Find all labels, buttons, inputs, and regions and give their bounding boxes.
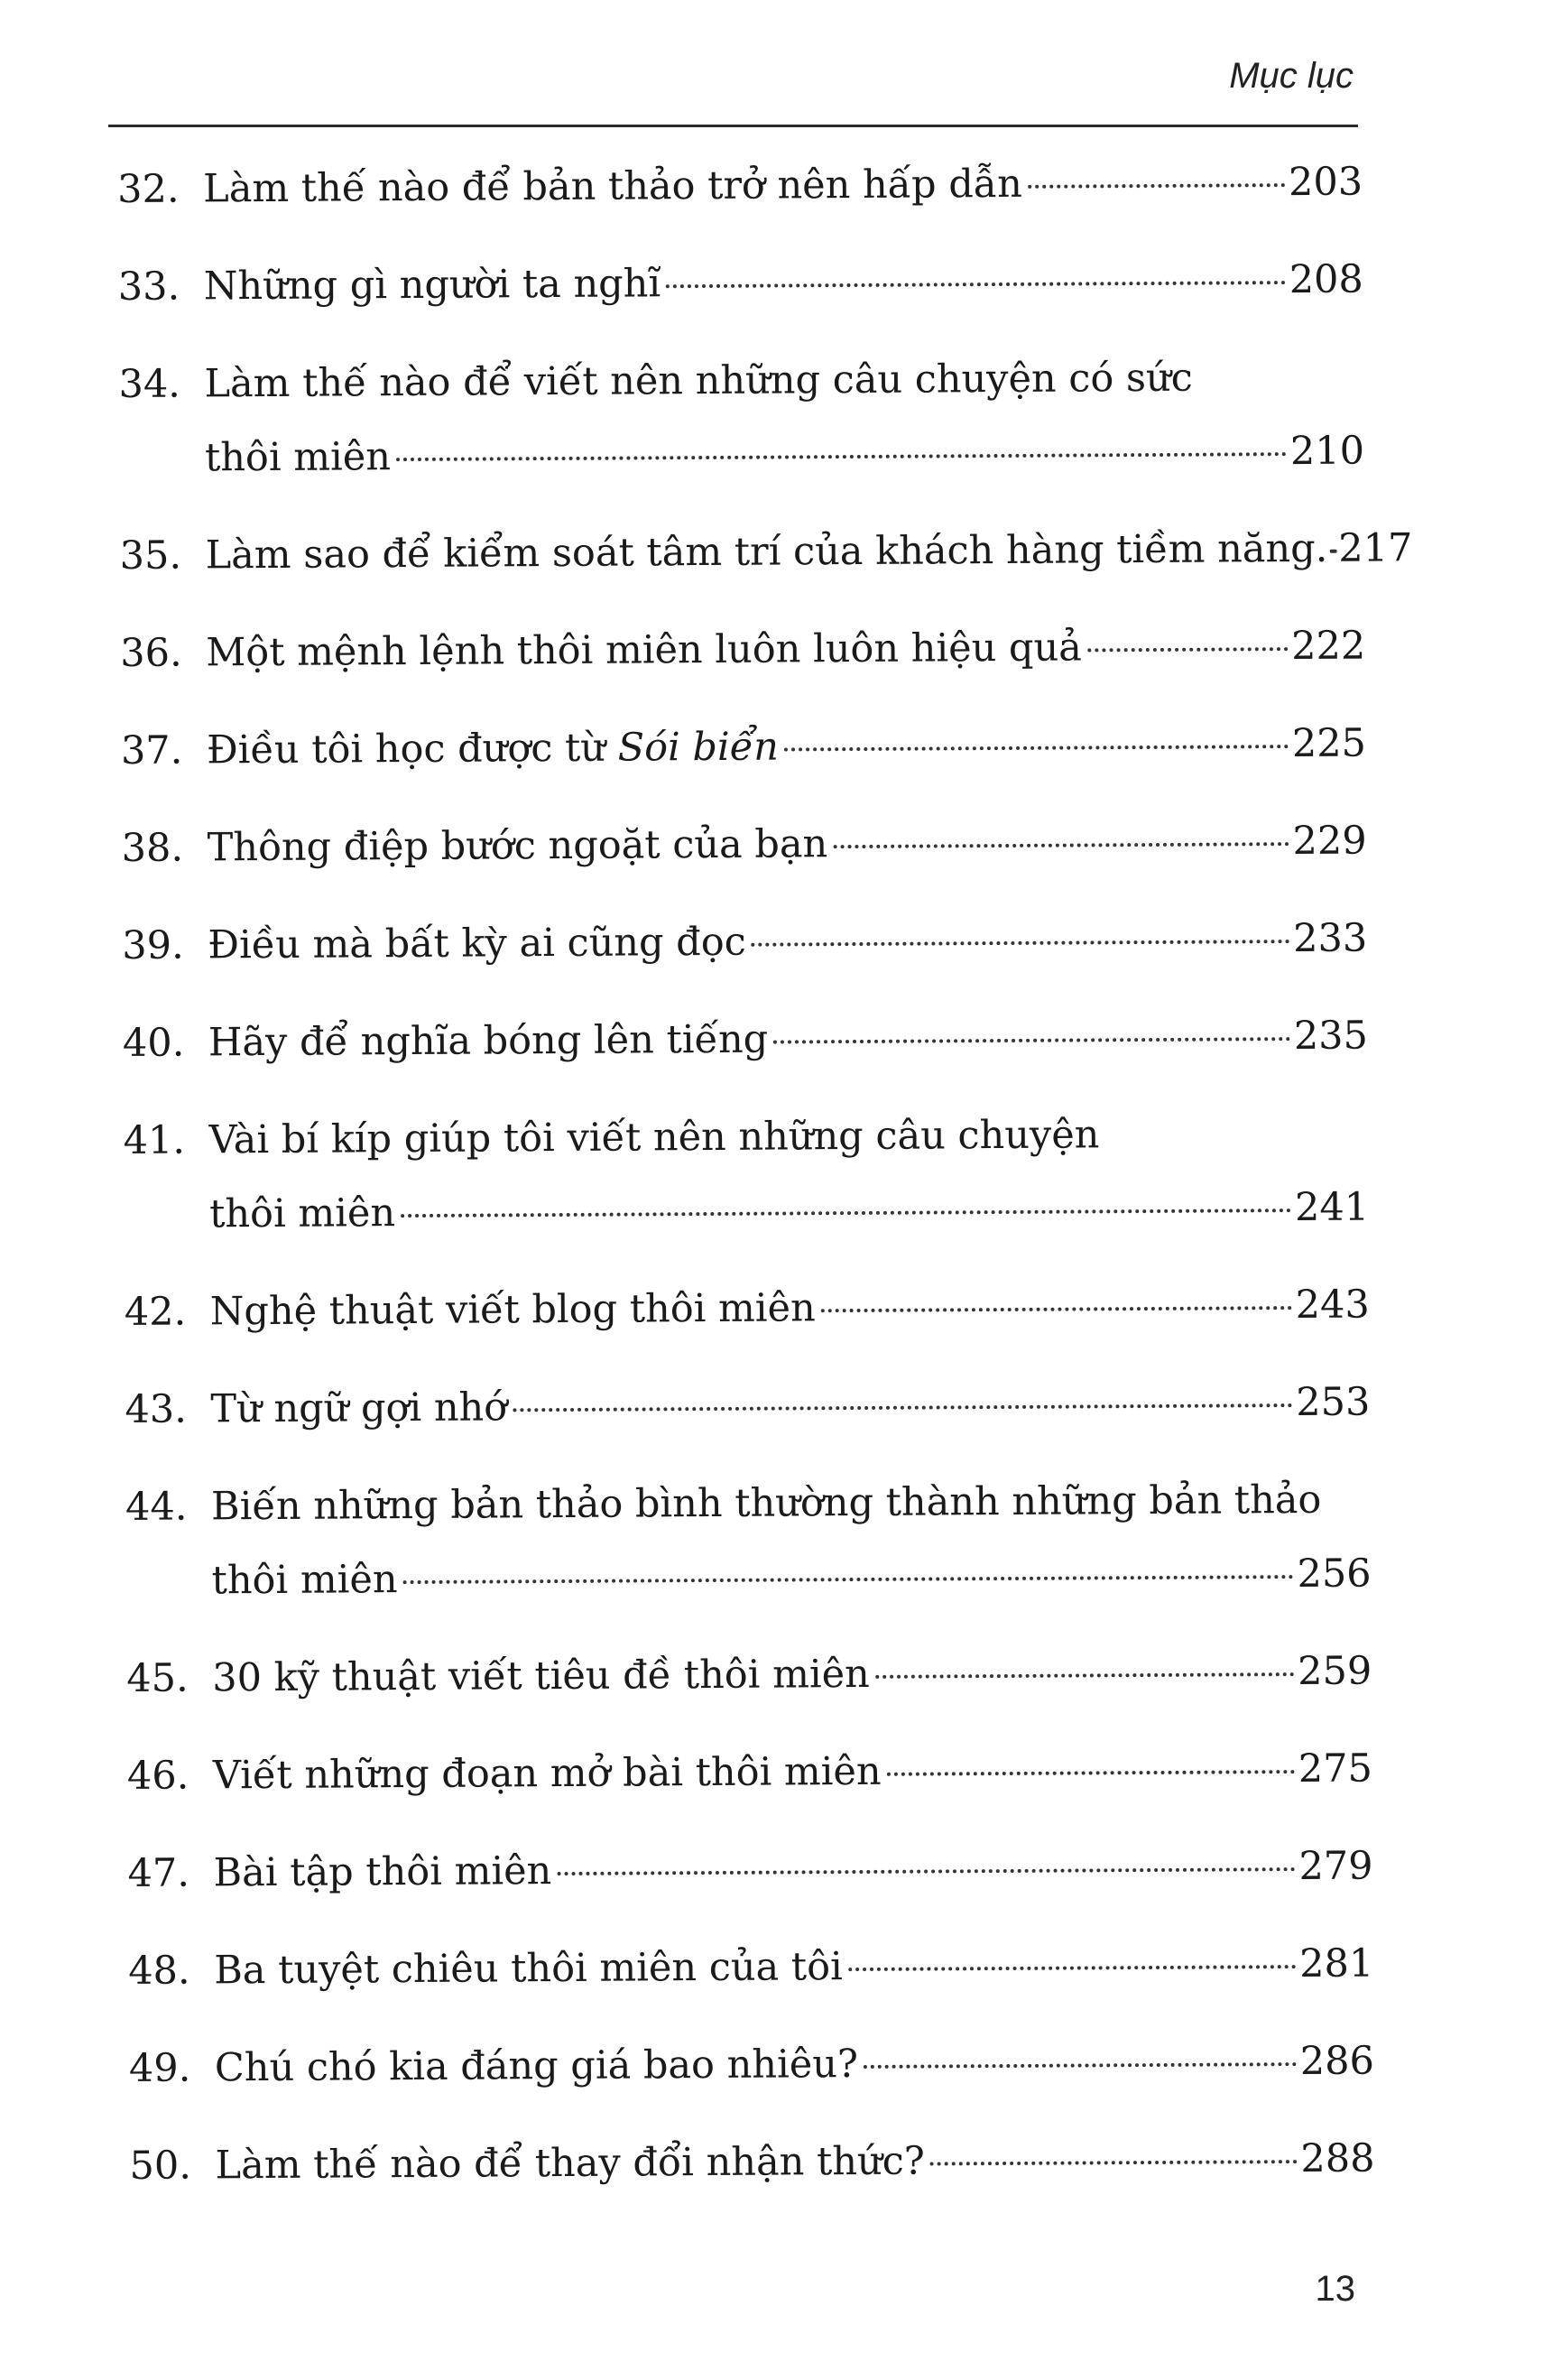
entry-page: 233 (1293, 915, 1368, 962)
header-rule (108, 125, 1358, 127)
entry-page: 288 (1300, 2135, 1375, 2182)
dot-leader (887, 1770, 1295, 1776)
dot-leader (1028, 183, 1285, 189)
entry-number: 50. (129, 2143, 192, 2189)
entry-title: Làm thế nào để thay đổi nhận thức? (215, 2138, 925, 2189)
dot-leader (773, 1037, 1290, 1043)
dot-leader (930, 2160, 1298, 2165)
dot-leader (666, 281, 1286, 288)
toc-entry (129, 2034, 1374, 2096)
entry-page: 235 (1293, 1013, 1369, 1060)
dot-leader (821, 1306, 1292, 1312)
entry-page: 253 (1296, 1379, 1371, 1426)
entry-number: 38. (121, 825, 184, 871)
entry-page: 259 (1298, 1648, 1372, 1695)
entry-number: 32. (117, 166, 180, 212)
entry-page: 256 (1297, 1551, 1372, 1597)
table-of-contents (117, 155, 1413, 2236)
entry-number: 44. (125, 1484, 188, 1530)
entry-page: 229 (1292, 818, 1367, 865)
entry-title: Thông điệp bước ngoặt của bạn (207, 821, 828, 871)
entry-title-line1: Làm thế nào để viết nên những câu chuyện có sức (204, 355, 1193, 407)
entry-number: 37. (120, 727, 183, 773)
toc-entry (118, 350, 1364, 486)
toc-entry (129, 2132, 1374, 2193)
entry-number: 40. (122, 1020, 185, 1066)
toc-entry (127, 1742, 1372, 1803)
dot-leader (513, 1403, 1292, 1412)
entry-title: Ba tuyệt chiêu thôi miên của tôi (214, 1944, 843, 1994)
entry-page: 281 (1298, 1940, 1374, 1987)
toc-entry (127, 1839, 1372, 1901)
entry-title: Chú chó kia đáng giá bao nhiêu? (214, 2042, 859, 2091)
entry-number: 41. (123, 1117, 186, 1163)
entry-title: Từ ngữ gợi nhớ (210, 1384, 508, 1432)
dot-leader (848, 1965, 1296, 1971)
entry-title-line2: thôi miên (208, 1190, 396, 1237)
dot-leader (1087, 647, 1288, 652)
entry-number: 36. (120, 630, 182, 676)
entry-title: Nghệ thuật viết blog thôi miên (209, 1285, 816, 1335)
entry-number: 45. (126, 1655, 189, 1701)
toc-entry (125, 1375, 1370, 1437)
entry-title-line1: Vài bí kíp giúp tôi viết nên những câu chuyện (208, 1112, 1100, 1163)
entry-title-plain: Điều tôi học được từ (206, 725, 618, 773)
entry-title: Làm sao để kiểm soát tâm trí của khách hàng tiềm năng. (205, 525, 1328, 579)
entry-title: 30 kỹ thuật viết tiêu đề thôi miên (212, 1651, 870, 1701)
dot-leader (752, 940, 1290, 947)
entry-page: 275 (1298, 1746, 1373, 1792)
dot-leader (401, 1209, 1291, 1218)
entry-title: Viết những đoạn mở bài thôi miên (212, 1748, 882, 1799)
entry-number: 47. (127, 1850, 190, 1896)
toc-entry (121, 814, 1366, 875)
toc-entry (123, 1107, 1369, 1242)
running-head-title: Mục lục (1229, 56, 1354, 96)
entry-page: 243 (1295, 1282, 1370, 1329)
entry-page: 203 (1288, 159, 1363, 206)
toc-entry (125, 1473, 1372, 1608)
entry-title: Một mệnh lệnh thôi miên luôn luôn hiệu quả (206, 625, 1082, 676)
toc-entry (120, 619, 1365, 681)
entry-page: 210 (1289, 428, 1365, 475)
toc-entry (119, 522, 1413, 583)
entry-page: 208 (1289, 256, 1363, 303)
entry-title-italic: Sói biển (617, 724, 780, 771)
entry-title-line2: thôi miên (211, 1557, 398, 1604)
toc-entry (121, 717, 1366, 778)
entry-number: 48. (128, 1948, 190, 1994)
entry-number: 39. (122, 922, 184, 968)
entry-page: 217 (1338, 525, 1413, 571)
toc-entry (123, 1009, 1368, 1070)
entry-title: Những gì người ta nghĩ (203, 261, 661, 310)
entry-page: 225 (1291, 720, 1367, 767)
entry-title-line2: thôi miên (204, 434, 392, 481)
dot-leader (833, 842, 1289, 848)
dot-leader (1329, 550, 1336, 553)
dot-leader (403, 1575, 1294, 1584)
entry-number: 35. (119, 532, 182, 579)
dot-leader (864, 2062, 1297, 2069)
entry-number: 34. (118, 361, 181, 407)
entry-number: 42. (124, 1289, 187, 1335)
dot-leader (875, 1672, 1294, 1679)
entry-title: Làm thế nào để bản thảo trở nên hấp dẫn (203, 161, 1022, 212)
entry-number: 43. (125, 1386, 187, 1432)
dot-leader (557, 1867, 1295, 1875)
entry-title-line1: Biến những bản thảo bình thường thành những bản thảo (210, 1477, 1322, 1530)
entry-number: 49. (128, 2045, 191, 2091)
entry-number: 46. (126, 1753, 189, 1799)
entry-number: 33. (117, 264, 180, 310)
toc-entry (118, 253, 1363, 314)
entry-title: Bài tập thôi miên (213, 1848, 552, 1896)
entry-title (207, 720, 779, 778)
toc-entry (126, 1644, 1372, 1706)
entry-page: 286 (1299, 2038, 1375, 2085)
toc-entry (125, 1278, 1370, 1339)
entry-title: Hãy để nghĩa bóng lên tiếng (208, 1016, 769, 1066)
toc-entry (117, 155, 1363, 217)
page-number: 13 (1315, 2269, 1355, 2309)
entry-page: 222 (1291, 623, 1366, 670)
toc-entry (122, 912, 1367, 973)
toc-entry (128, 1937, 1373, 1998)
entry-title: Điều mà bất kỳ ai cũng đọc (208, 919, 746, 968)
entry-page: 241 (1294, 1184, 1370, 1231)
dot-leader (784, 745, 1289, 751)
entry-page: 279 (1298, 1843, 1373, 1890)
dot-leader (396, 452, 1287, 461)
